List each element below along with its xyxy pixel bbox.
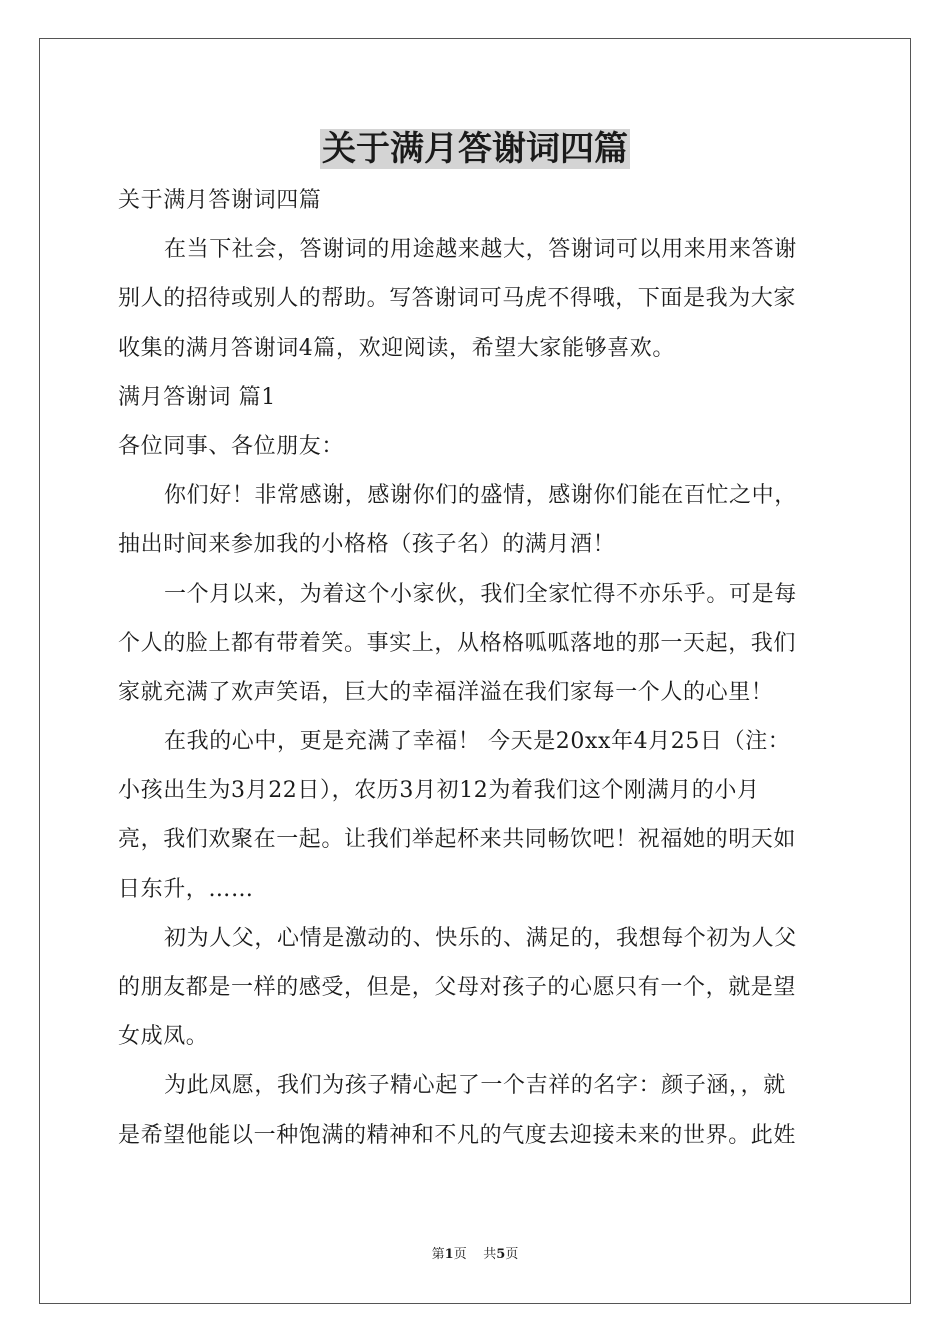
page-footer <box>0 1246 950 1264</box>
document-title-text: 关于满月答谢词四篇 <box>322 129 628 169</box>
text-line: 的朋友都是一样的感受，但是，父母对孩子的心愿只有一个，就是望 <box>118 975 797 1000</box>
text-line: 亮，我们欢聚在一起。让我们举起杯来共同畅饮吧！祝福她的明天如 <box>118 827 797 853</box>
document-body <box>118 176 838 1160</box>
footer-page-suffix: 页 <box>453 1247 467 1262</box>
text-line: 是希望他能以一种饱满的精神和不凡的气度去迎接未来的世界。此姓 <box>118 1122 797 1148</box>
text-line: 个人的脸上都有带着笑。事实上，从格格呱呱落地的那一天起，我们 <box>118 630 797 656</box>
text-line: 女成凤。 <box>118 1024 209 1050</box>
text-line: 满月答谢词 篇1 <box>118 384 276 410</box>
text-line: 抽出时间来参加我的小格格（孩子名）的满月酒！ <box>118 532 616 558</box>
footer-total-prefix: 共 <box>483 1247 497 1262</box>
text-line: 为此凤愿，我们为孩子精心起了一个吉祥的名字：颜子涵，，就 <box>164 1073 786 1099</box>
document-title <box>0 126 950 172</box>
text-line: 收集的满月答谢词4篇，欢迎阅读，希望大家能够喜欢。 <box>118 335 675 361</box>
text-line: 初为人父，心情是激动的、快乐的、满足的，我想每个初为人父 <box>164 925 797 951</box>
text-line: 家就充满了欢声笑语，巨大的幸福洋溢在我们家每一个人的心里！ <box>118 679 774 705</box>
text-line: 小孩出生为3月22日），农历3月初12为着我们这个刚满月的小月 <box>118 778 760 804</box>
text-line: 在我的心中，更是充满了幸福！ 今天是20xx年4月25日（注： <box>164 729 791 755</box>
footer-total-suffix: 页 <box>505 1247 519 1262</box>
text-line: 各位同事、各位朋友： <box>118 433 345 459</box>
text-line: 日东升，…… <box>118 876 254 902</box>
text-line: 一个月以来，为着这个小家伙，我们全家忙得不亦乐乎。可是每 <box>164 581 797 607</box>
footer-page-prefix: 第 <box>431 1247 445 1262</box>
text-line: 别人的招待或别人的帮助。写答谢词可马虎不得哦，下面是我为大家 <box>118 286 797 312</box>
footer-page-number: 1 <box>444 1247 454 1262</box>
text-line: 你们好！非常感谢，感谢你们的盛情，感谢你们能在百忙之中， <box>164 483 797 509</box>
text-line: 在当下社会，答谢词的用途越来越大，答谢词可以用来用来答谢 <box>164 237 797 263</box>
text-line: 关于满月答谢词四篇 <box>118 188 322 213</box>
footer-total-pages: 5 <box>496 1247 506 1262</box>
